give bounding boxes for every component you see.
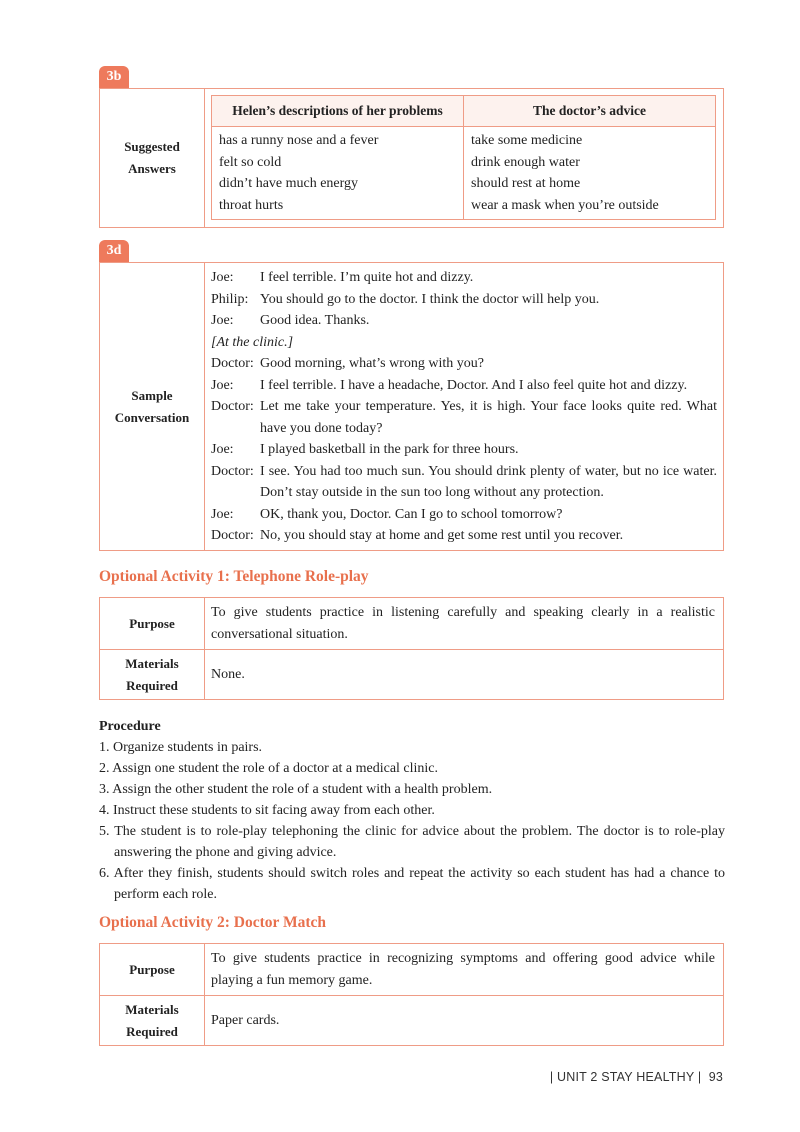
list-item: 2. Assign one student the role of a doctor at a medical clinic.	[99, 761, 439, 776]
footer-title: STAY HEALTHY	[601, 1070, 695, 1084]
sample-conversation-box	[99, 262, 724, 551]
list-item: should rest at home	[471, 176, 581, 191]
conversation	[211, 267, 717, 547]
activity2-heading: Optional Activity 2: Doctor Match	[99, 914, 327, 931]
list-item: 5. The student is to role-play telephoning the clinic for advice about the problem. The doctor is to role-play answering the phone and giving advice.	[99, 824, 725, 860]
materials-label	[100, 650, 205, 699]
conversation-line	[211, 310, 717, 332]
purpose-label	[100, 944, 205, 995]
suggested-answers-box	[99, 88, 724, 228]
list-item: throat hurts	[219, 197, 284, 213]
label-line: Answers	[128, 161, 176, 176]
activity1-table	[99, 597, 724, 700]
materials-text: Paper cards.	[211, 1013, 280, 1028]
materials-label	[100, 996, 205, 1045]
section-tag-3b: 3b	[99, 66, 129, 88]
footer-unit: UNIT 2	[556, 1070, 598, 1084]
suggested-answers-label	[100, 89, 205, 227]
list-item: felt so cold	[219, 154, 282, 170]
utterance: I feel terrible. I’m quite hot and dizzy.	[260, 270, 474, 285]
footer-divider: |	[549, 1070, 554, 1084]
speaker: Joe:	[211, 270, 234, 285]
label-line: Materials	[125, 1001, 179, 1017]
conversation-line	[211, 289, 717, 311]
list-item: 1. Organize students in pairs.	[99, 740, 263, 755]
section-tag-3d: 3d	[99, 240, 129, 262]
footer-divider: |	[697, 1070, 702, 1084]
activity1-heading: Optional Activity 1: Telephone Role-play	[99, 568, 369, 585]
advice-column	[464, 126, 715, 219]
speaker: Joe:	[211, 313, 234, 328]
label-line: Materials	[125, 655, 179, 671]
utterance: [At the clinic.]	[211, 334, 294, 350]
speaker: Doctor:	[211, 463, 254, 479]
list-item: take some medicine	[471, 133, 583, 148]
sample-conversation-label	[100, 263, 205, 550]
conversation-line	[211, 439, 717, 461]
procedure	[99, 716, 725, 905]
conversation-line	[211, 525, 717, 547]
utterance: Let me take your temperature. Yes, it is high. Your face looks quite red. What have you done today?	[260, 399, 717, 436]
label-line: Required	[126, 1023, 178, 1039]
utterance: I see. You had too much sun. You should drink plenty of water, but no ice water. Don’t stay outside in the sun too long without any protection.	[260, 463, 717, 500]
table-header-problems: Helen’s descriptions of her problems	[212, 96, 464, 127]
answers-table	[211, 95, 716, 220]
utterance: Good idea. Thanks.	[260, 313, 370, 328]
speaker: Joe:	[211, 377, 234, 393]
conversation-line	[211, 461, 717, 504]
list-item: 6. After they finish, students should switch roles and repeat the activity so each student has had a chance to perform each role.	[99, 866, 725, 902]
activity2-table	[99, 943, 724, 1046]
label-line: Required	[126, 677, 178, 693]
list-item: 3. Assign the other student the role of a student with a health problem.	[99, 782, 493, 797]
page-footer	[550, 1070, 723, 1084]
table-header-advice: The doctor’s advice	[464, 96, 715, 127]
procedure-title: Procedure	[99, 719, 161, 734]
list-item: wear a mask when you’re outside	[471, 197, 659, 213]
label-text: Purpose	[129, 961, 175, 977]
conversation-line	[211, 267, 717, 289]
speaker: Joe:	[211, 442, 234, 457]
label-text: Purpose	[129, 615, 175, 631]
purpose-text: To give students practice in recognizing symptoms and offering good advice while playing a fun memory game.	[211, 951, 715, 988]
conversation-line	[211, 375, 717, 397]
speaker: Philip:	[211, 291, 249, 307]
purpose-label	[100, 598, 205, 649]
list-item: drink enough water	[471, 154, 580, 170]
list-item: has a runny nose and a fever	[219, 133, 379, 148]
speaker: Joe:	[211, 506, 234, 522]
label-line: Suggested	[124, 139, 180, 154]
materials-text: None.	[211, 667, 245, 682]
label-line: Conversation	[114, 409, 190, 425]
page-number: 93	[708, 1070, 723, 1084]
utterance: No, you should stay at home and get some rest until you recover.	[260, 528, 624, 543]
speaker: Doctor:	[211, 399, 254, 414]
label-line: Sample	[131, 387, 173, 403]
utterance: I feel terrible. I have a headache, Doctor. And I also feel quite hot and dizzy.	[260, 377, 688, 393]
utterance: You should go to the doctor. I think the doctor will help you.	[260, 291, 600, 307]
stage-direction	[211, 332, 717, 354]
speaker: Doctor:	[211, 356, 254, 371]
list-item: 4. Instruct these students to sit facing away from each other.	[99, 803, 435, 818]
utterance: Good morning, what’s wrong with you?	[260, 356, 484, 371]
utterance: OK, thank you, Doctor. Can I go to school tomorrow?	[260, 506, 563, 522]
conversation-line	[211, 396, 717, 439]
speaker: Doctor:	[211, 528, 254, 543]
problems-column	[212, 126, 464, 219]
conversation-line	[211, 353, 717, 375]
conversation-line	[211, 504, 717, 526]
utterance: I played basketball in the park for three hours.	[260, 442, 519, 457]
purpose-text: To give students practice in listening carefully and speaking clearly in a realistic conversational situation.	[211, 605, 715, 642]
list-item: didn’t have much energy	[219, 176, 359, 191]
